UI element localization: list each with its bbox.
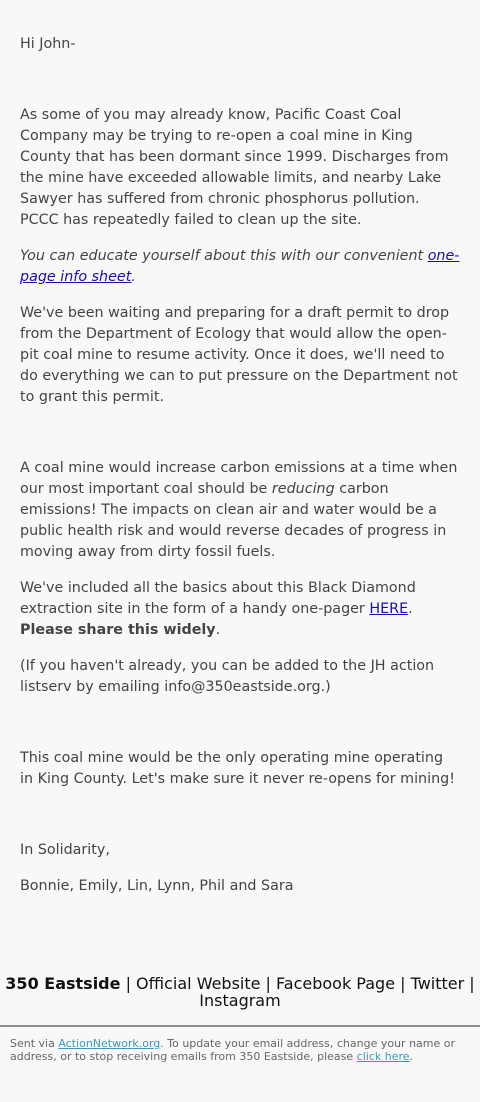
sent-via-suffix: . bbox=[409, 1050, 414, 1063]
share-widely: Please share this widely bbox=[20, 622, 216, 638]
footer-separator: | bbox=[395, 974, 411, 993]
spacer bbox=[20, 70, 460, 105]
closing: In Solidarity, bbox=[20, 842, 110, 858]
info-sheet-period: . bbox=[131, 269, 136, 285]
emissions-text-a: A coal mine would increase carbon emissions at a time when our most important coal should be bbox=[20, 460, 458, 497]
paragraph-only-mine: This coal mine would be the only operating mine operating in King County. Let's make sure it never re-opens for mining! bbox=[20, 750, 455, 787]
emissions-emphasis: reducing bbox=[271, 481, 335, 497]
paragraph-permit: We've been waiting and preparing for a draft permit to drop from the Department of Ecology that would allow the open-pit coal mine to resume activity. Once it does, we'll need to do everything we can to put pressure on the Department not to grant this permit. bbox=[20, 305, 458, 405]
paragraph-listserv: (If you haven't already, you can be added to the JH action listserv by emailing info@350eastside.org.) bbox=[20, 658, 435, 695]
sent-via-prefix: Sent via bbox=[10, 1037, 59, 1050]
footer-org-name: 350 Eastside bbox=[5, 974, 121, 993]
footer-link-instagram[interactable]: Instagram bbox=[199, 991, 281, 1010]
share-period: . bbox=[215, 622, 221, 638]
greeting: Hi John- bbox=[20, 36, 76, 52]
paragraph-emissions bbox=[20, 458, 460, 563]
one-pager-period: . bbox=[408, 601, 413, 617]
spacer bbox=[0, 912, 480, 975]
footer-separator: | bbox=[120, 974, 137, 993]
spacer bbox=[20, 713, 460, 748]
one-pager-text: We've included all the basics about this Black Diamond extraction site in the form of a handy one-pager bbox=[20, 580, 416, 617]
spacer bbox=[20, 423, 460, 458]
paragraph-intro: As some of you may already know, Pacific Coast Coal Company may be trying to re-open a coal mine in King County that has been dormant since 1999. Discharges from the mine have exceeded allowable limits, and nearby Lake Sawyer has suffered from chronic phosphorus pollution. PCCC has repeatedly failed to clean up the site. bbox=[20, 107, 449, 228]
paragraph-info-sheet bbox=[20, 246, 460, 288]
spacer bbox=[0, 1009, 480, 1025]
signature: Bonnie, Emily, Lin, Lynn, Phil and Sara bbox=[20, 878, 294, 894]
footer-separator: | bbox=[464, 974, 475, 993]
here-link[interactable]: HERE bbox=[369, 601, 409, 617]
footer-links bbox=[0, 975, 480, 1009]
footer-link-facebook[interactable]: Facebook Page bbox=[276, 974, 396, 993]
footer-link-website[interactable]: Official Website bbox=[136, 974, 261, 993]
footer-link-twitter[interactable]: Twitter bbox=[410, 974, 465, 993]
sent-via-notice bbox=[0, 1027, 480, 1063]
footer-separator: | bbox=[260, 974, 277, 993]
spacer bbox=[20, 805, 460, 840]
unsubscribe-link[interactable]: click here bbox=[356, 1050, 410, 1063]
sent-via-middle: . To update your email address, change your name or address, or to stop receiving emails from 350 Eastside, please bbox=[10, 1037, 456, 1063]
actionnetwork-link[interactable]: ActionNetwork.org bbox=[58, 1037, 161, 1050]
paragraph-one-pager bbox=[20, 578, 460, 641]
info-sheet-link[interactable]: one-page info sheet bbox=[20, 248, 460, 285]
info-sheet-text: You can educate yourself about this with our convenient bbox=[20, 248, 428, 264]
emissions-text-b: carbon emissions! The impacts on clean air and water would be a public health risk and would reverse decades of progress in moving away from dirty fossil fuels. bbox=[20, 481, 447, 560]
